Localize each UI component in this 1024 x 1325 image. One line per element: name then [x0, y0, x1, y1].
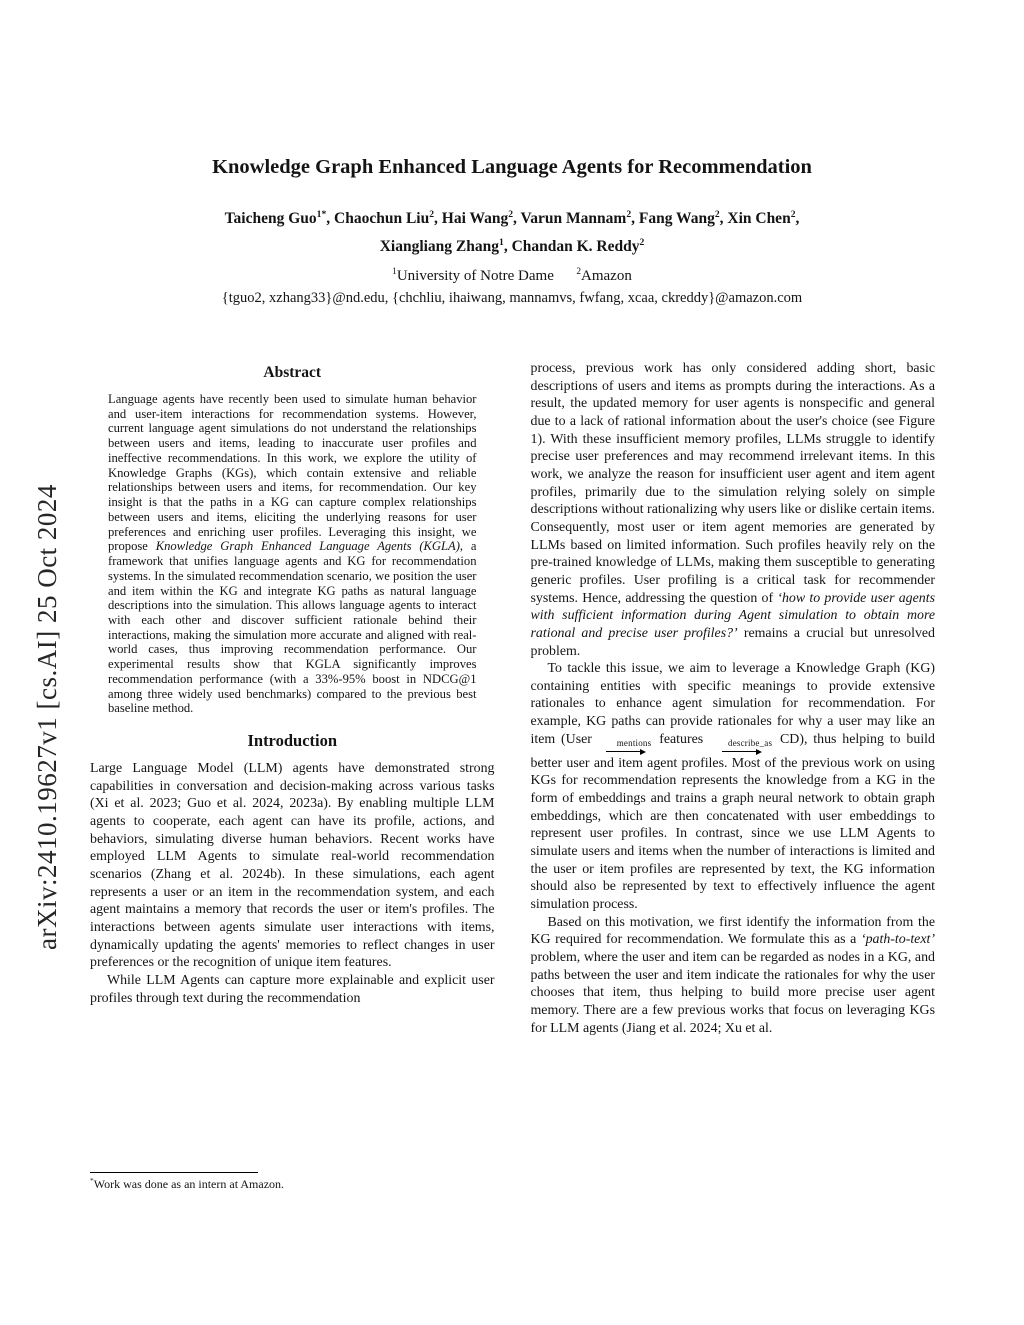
- labeled-arrow-icon: describe_as: [711, 739, 772, 755]
- footnote-rule: [90, 1172, 258, 1173]
- right-column: [531, 360, 936, 1194]
- right-paragraph-3: Based on this motivation, we first identify the information from the KG required for recommendation. We formulate this as a ‘path-to-text’ problem, where the user and item can be regarded as nodes in a KG, and paths between the user and item indicate the rationales for why the user chooses that item, thus helping to build more precise user agent memory. There are a few previous works that focus on leveraging KGs for LLM agents (Jiang et al. 2024; Xu et al.: [530, 914, 935, 1036]
- right-paragraph-1: process, previous work has only considered adding short, basic descriptions of users and items as prompts during the interactions. As a result, the updated memory for user agents is nonspecific and general due to a lack of rational information about the user's choice (see Figure 1). With these insufficient memory profiles, LLMs struggle to identify precise user preferences and may recommend irrelevant items. In this work, we analyze the reason for insufficient user agent and item agent profiles, primarily due to the simulation relying solely on simple descriptions without rationalizing why users like or dislike certain items. Consequently, most user or item agent memories are generated by LLMs based on limited information. Such profiles heavily rely on the pre-trained knowledge of LLMs, making them susceptible to generating generic profiles. User profiling is a critical task for recommender systems. Hence, addressing the question of ‘how to provide user agents with sufficient information during Agent simulation to obtain more rational and precise user profiles?’ remains a crucial but unresolved problem.: [530, 361, 935, 659]
- intro-paragraph-2: While LLM Agents can capture more explainable and explicit user profiles through text during the recommendation: [90, 973, 495, 1006]
- paper-header: [60, 156, 964, 307]
- two-column-body: [90, 360, 935, 1194]
- paper-title: Knowledge Graph Enhanced Language Agents for Recommendation: [212, 156, 812, 178]
- affiliations: $^1$University of Notre Dame $^2$Amazon: [392, 266, 632, 284]
- authors-line-1: Taicheng Guo$^{1*}$, Chaochun Liu$^2$, Hai Wang$^2$, Varun Mannam$^2$, Fang Wang$^2$, Xin Chen$^2$,: [224, 208, 800, 227]
- introduction-heading: Introduction: [247, 731, 338, 751]
- intro-paragraph-1: Large Language Model (LLM) agents have demonstrated strong capabilities in conversation and decision-making across various tasks (Xi et al. 2023; Guo et al. 2024, 2023a). By enabling multiple LLM agents to cooperate, each agent can have its profile, actions, and behaviors, simulating diverse human behaviors. Recent works have employed LLM Agents to simulate real-world recommendation scenarios (Zhang et al. 2024b). In these simulations, each agent represents a user or an item in the recommendation system, and each agent maintains a memory that records the user or item's profiles. The interactions between agents simulate user interactions with items, dynamically updating the agents' memories to reflect changes in user preferences or the recognition of unique item features.: [90, 761, 495, 971]
- arxiv-watermark: arXiv:2410.19627v1 [cs.AI] 25 Oct 2024: [32, 484, 62, 950]
- left-column: [90, 360, 495, 1194]
- abstract-text: Language agents have recently been used to simulate human behavior and user-item interactions for recommendation systems. However, current language agent simulations do not understand the relationships between users and items, leading to inaccurate user profiles and ineffective recommendations. In this work, we explore the utility of Knowledge Graphs (KGs), which contain extensive and reliable relationships between users and items, for recommendation. Our key insight is that the paths in a KG can capture complex relationships between users and items, eliciting the underlying reasons for user preferences and enriching user profiles. Leveraging this insight, we propose Knowledge Graph Enhanced Language Agents (KGLA), a framework that unifies language agents and KG for recommendation systems. In the simulated recommendation scenario, we position the user and item within the KG and integrate KG paths as natural language descriptions into the simulation. This allows language agents to interact with each other and discover sufficient rationale behind their interactions, making the simulation more accurate and aligned with real-world cases, thus improving recommendation performance. Our experimental results show that KGLA significantly improves recommendation performance (with a 33%-95% boost in NDCG@1 among three widely used benchmarks) compared to the previous best baseline method.: [108, 392, 477, 716]
- authors-line-2: Xiangliang Zhang$^1$, Chandan K. Reddy$^2$: [379, 236, 645, 255]
- abstract-heading: Abstract: [263, 364, 322, 381]
- labeled-arrow-icon: mentions: [600, 739, 652, 755]
- footnote-text: *Work was done as an intern at Amazon.: [90, 1176, 285, 1191]
- author-emails: {tguo2, xzhang33}@nd.edu, {chchliu, ihaiwang, mannamvs, fwfang, xcaa, ckreddy}@amazon.com: [221, 289, 803, 306]
- footnote-block: [90, 1169, 495, 1192]
- right-paragraph-2: To tackle this issue, we aim to leverage a Knowledge Graph (KG) containing entities with specific meanings to provide extensive rationales to enhance agent simulation for recommendation. For example, KG paths can provide rationales for why a user may like an item (User mentions features describe_as CD), thus helping to build better user and item agent profiles. Most of the previous work on using KGs for recommendation represents the knowledge from a KG in the form of embeddings and trains a graph neural network to obtain graph embeddings, which are then concatenated with user embeddings to represent user profiles. In contrast, since we use LLM Agents to simulate users and items when the number of interactions is limited and the user or item profiles are represented by text, the KG information should also be represented by text to effectively influence the agent simulation process.: [530, 661, 935, 913]
